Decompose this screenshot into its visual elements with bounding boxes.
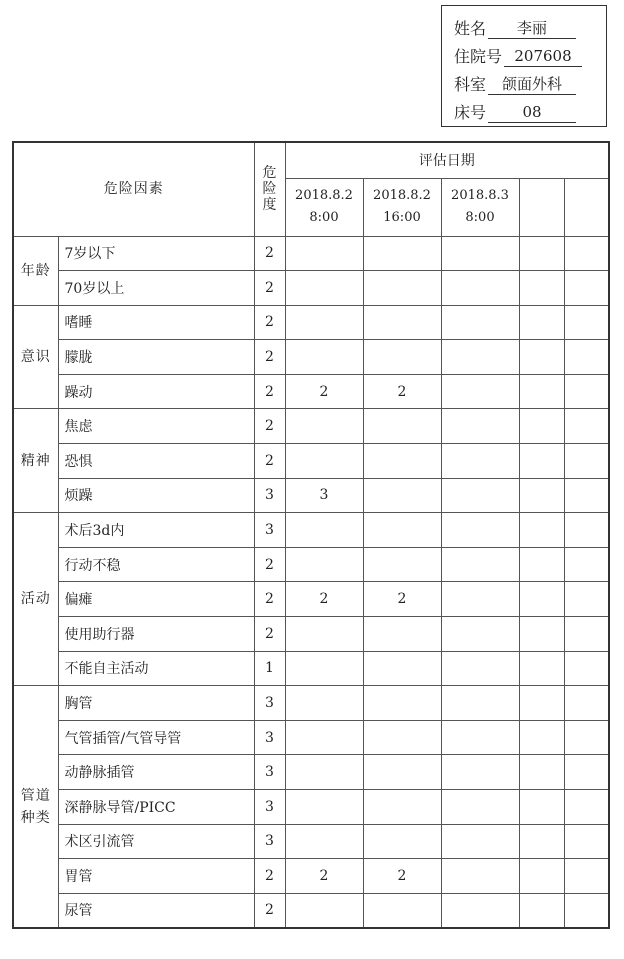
category-tube-line-2: 种类	[20, 809, 51, 826]
row-value-1: 2	[285, 859, 363, 894]
patient-info-box	[441, 5, 607, 127]
row-item: 恐惧	[58, 444, 254, 479]
table-row	[13, 824, 609, 859]
row-value-2: 2	[363, 374, 441, 409]
patient-name-label: 姓名	[454, 19, 487, 38]
row-value-5	[564, 582, 609, 617]
row-value-1	[285, 547, 363, 582]
category-mental: 精神	[13, 409, 58, 513]
row-score: 3	[254, 513, 285, 548]
table-row	[13, 547, 609, 582]
row-item: 术区引流管	[58, 824, 254, 859]
row-value-4	[519, 893, 564, 928]
row-value-4	[519, 651, 564, 686]
row-score: 3	[254, 720, 285, 755]
score-header-char-3: 度	[262, 197, 277, 214]
patient-name-value: 李丽	[488, 19, 576, 39]
table-row	[13, 409, 609, 444]
category-consciousness: 意识	[13, 305, 58, 409]
row-value-2	[363, 720, 441, 755]
row-value-1	[285, 824, 363, 859]
row-value-2	[363, 755, 441, 790]
row-value-4	[519, 444, 564, 479]
row-item: 嗜睡	[58, 305, 254, 340]
row-value-5	[564, 651, 609, 686]
risk-assessment-table	[12, 141, 610, 929]
row-value-2	[363, 513, 441, 548]
table-row	[13, 755, 609, 790]
row-score: 3	[254, 790, 285, 825]
row-item: 尿管	[58, 893, 254, 928]
patient-name-line	[454, 11, 606, 39]
patient-bed-line	[454, 95, 606, 123]
row-value-3	[441, 824, 519, 859]
row-value-1: 3	[285, 478, 363, 513]
row-value-4	[519, 790, 564, 825]
row-value-1: 2	[285, 374, 363, 409]
table-row	[13, 478, 609, 513]
row-value-1	[285, 755, 363, 790]
row-value-3	[441, 859, 519, 894]
patient-dept-label: 科室	[454, 75, 487, 94]
row-value-1	[285, 893, 363, 928]
row-score: 2	[254, 582, 285, 617]
table-row	[13, 617, 609, 652]
table-row	[13, 513, 609, 548]
date-col-3-time: 8:00	[465, 210, 495, 225]
row-value-3	[441, 444, 519, 479]
row-value-5	[564, 686, 609, 721]
row-value-1	[285, 651, 363, 686]
date-col-5-empty	[564, 178, 609, 236]
row-value-5	[564, 409, 609, 444]
row-item: 胸管	[58, 686, 254, 721]
row-score: 3	[254, 686, 285, 721]
row-value-1	[285, 340, 363, 375]
row-score: 2	[254, 409, 285, 444]
row-value-2	[363, 478, 441, 513]
row-value-2	[363, 686, 441, 721]
row-score: 2	[254, 444, 285, 479]
row-item: 7岁以下	[58, 236, 254, 271]
row-value-2	[363, 547, 441, 582]
date-col-4-empty	[519, 178, 564, 236]
row-item: 焦虑	[58, 409, 254, 444]
row-value-3	[441, 720, 519, 755]
category-activity: 活动	[13, 513, 58, 686]
row-score: 2	[254, 374, 285, 409]
row-score: 2	[254, 236, 285, 271]
row-value-4	[519, 478, 564, 513]
row-value-2	[363, 893, 441, 928]
table-row	[13, 651, 609, 686]
row-value-1	[285, 617, 363, 652]
row-value-4	[519, 236, 564, 271]
row-value-2: 2	[363, 582, 441, 617]
row-score: 2	[254, 547, 285, 582]
row-value-3	[441, 547, 519, 582]
row-score: 2	[254, 305, 285, 340]
row-value-5	[564, 305, 609, 340]
row-value-1: 2	[285, 582, 363, 617]
row-value-1	[285, 790, 363, 825]
table-row	[13, 444, 609, 479]
row-value-1	[285, 444, 363, 479]
table-row	[13, 720, 609, 755]
row-value-3	[441, 478, 519, 513]
row-value-2	[363, 824, 441, 859]
table-row	[13, 271, 609, 306]
row-value-2	[363, 444, 441, 479]
row-item: 行动不稳	[58, 547, 254, 582]
table-row	[13, 582, 609, 617]
table-row	[13, 893, 609, 928]
row-value-2	[363, 271, 441, 306]
row-value-1	[285, 409, 363, 444]
row-value-4	[519, 824, 564, 859]
row-score: 3	[254, 824, 285, 859]
row-value-5	[564, 478, 609, 513]
row-value-4	[519, 686, 564, 721]
patient-bed-label: 床号	[454, 103, 487, 122]
row-value-3	[441, 790, 519, 825]
date-col-2-time: 16:00	[383, 210, 421, 225]
row-value-4	[519, 340, 564, 375]
row-value-5	[564, 236, 609, 271]
row-value-3	[441, 617, 519, 652]
row-value-1	[285, 720, 363, 755]
row-item: 胃管	[58, 859, 254, 894]
row-item: 不能自主活动	[58, 651, 254, 686]
row-value-5	[564, 790, 609, 825]
date-col-1-time: 8:00	[309, 210, 339, 225]
row-item: 使用助行器	[58, 617, 254, 652]
row-value-1	[285, 686, 363, 721]
row-value-5	[564, 720, 609, 755]
table-row	[13, 790, 609, 825]
row-value-3	[441, 755, 519, 790]
score-header-char-1: 危	[262, 165, 277, 182]
date-col-2	[363, 178, 441, 236]
row-value-4	[519, 305, 564, 340]
patient-dept-value: 颌面外科	[488, 75, 576, 95]
row-value-4	[519, 409, 564, 444]
row-item: 躁动	[58, 374, 254, 409]
category-age: 年龄	[13, 236, 58, 305]
patient-id-value: 207608	[504, 47, 582, 67]
row-value-1	[285, 271, 363, 306]
row-value-3	[441, 686, 519, 721]
row-value-3	[441, 340, 519, 375]
row-value-3	[441, 513, 519, 548]
row-score: 3	[254, 478, 285, 513]
row-value-2	[363, 409, 441, 444]
row-value-4	[519, 617, 564, 652]
row-value-3	[441, 893, 519, 928]
row-score: 2	[254, 340, 285, 375]
row-item: 深静脉导管/PICC	[58, 790, 254, 825]
patient-id-line	[454, 39, 606, 67]
factor-header: 危险因素	[13, 142, 254, 236]
row-score: 2	[254, 893, 285, 928]
row-value-4	[519, 271, 564, 306]
row-value-4	[519, 755, 564, 790]
row-value-1	[285, 513, 363, 548]
row-value-5	[564, 340, 609, 375]
row-value-5	[564, 444, 609, 479]
row-value-5	[564, 513, 609, 548]
category-tube-type	[13, 686, 58, 928]
date-col-2-date: 2018.8.2	[373, 188, 431, 203]
header-row-1	[13, 142, 609, 178]
row-value-5	[564, 374, 609, 409]
row-score: 2	[254, 859, 285, 894]
table-row	[13, 340, 609, 375]
row-value-4	[519, 547, 564, 582]
row-value-3	[441, 236, 519, 271]
date-col-3	[441, 178, 519, 236]
row-item: 气管插管/气管导管	[58, 720, 254, 755]
row-value-5	[564, 547, 609, 582]
row-value-4	[519, 720, 564, 755]
row-score: 1	[254, 651, 285, 686]
category-tube-line-1: 管道	[20, 787, 51, 804]
row-value-4	[519, 374, 564, 409]
row-score: 2	[254, 617, 285, 652]
table-row	[13, 859, 609, 894]
row-value-2	[363, 617, 441, 652]
row-value-4	[519, 513, 564, 548]
row-value-1	[285, 305, 363, 340]
row-item: 朦胧	[58, 340, 254, 375]
row-item: 偏瘫	[58, 582, 254, 617]
date-col-1-date: 2018.8.2	[295, 188, 353, 203]
row-value-3	[441, 409, 519, 444]
row-value-5	[564, 755, 609, 790]
row-value-3	[441, 271, 519, 306]
row-value-3	[441, 582, 519, 617]
row-item: 70岁以上	[58, 271, 254, 306]
row-value-5	[564, 617, 609, 652]
row-value-1	[285, 236, 363, 271]
row-value-2	[363, 790, 441, 825]
table-row	[13, 305, 609, 340]
row-value-2	[363, 340, 441, 375]
row-value-2	[363, 651, 441, 686]
row-value-5	[564, 859, 609, 894]
row-value-4	[519, 859, 564, 894]
row-value-5	[564, 271, 609, 306]
row-value-2	[363, 305, 441, 340]
row-value-3	[441, 374, 519, 409]
row-score: 2	[254, 271, 285, 306]
table-row	[13, 236, 609, 271]
table-row	[13, 374, 609, 409]
row-item: 烦躁	[58, 478, 254, 513]
row-value-5	[564, 824, 609, 859]
row-item: 术后3d内	[58, 513, 254, 548]
patient-bed-value: 08	[488, 103, 576, 123]
patient-dept-line	[454, 67, 606, 95]
row-value-5	[564, 893, 609, 928]
date-header: 评估日期	[285, 142, 609, 178]
row-item: 动静脉插管	[58, 755, 254, 790]
date-col-1	[285, 178, 363, 236]
row-value-2	[363, 236, 441, 271]
score-header-char-2: 险	[262, 181, 277, 198]
row-value-2: 2	[363, 859, 441, 894]
date-col-3-date: 2018.8.3	[451, 188, 509, 203]
row-value-3	[441, 651, 519, 686]
score-header	[254, 142, 285, 236]
patient-id-label: 住院号	[454, 47, 503, 66]
row-value-4	[519, 582, 564, 617]
row-value-3	[441, 305, 519, 340]
row-score: 3	[254, 755, 285, 790]
table-row	[13, 686, 609, 721]
